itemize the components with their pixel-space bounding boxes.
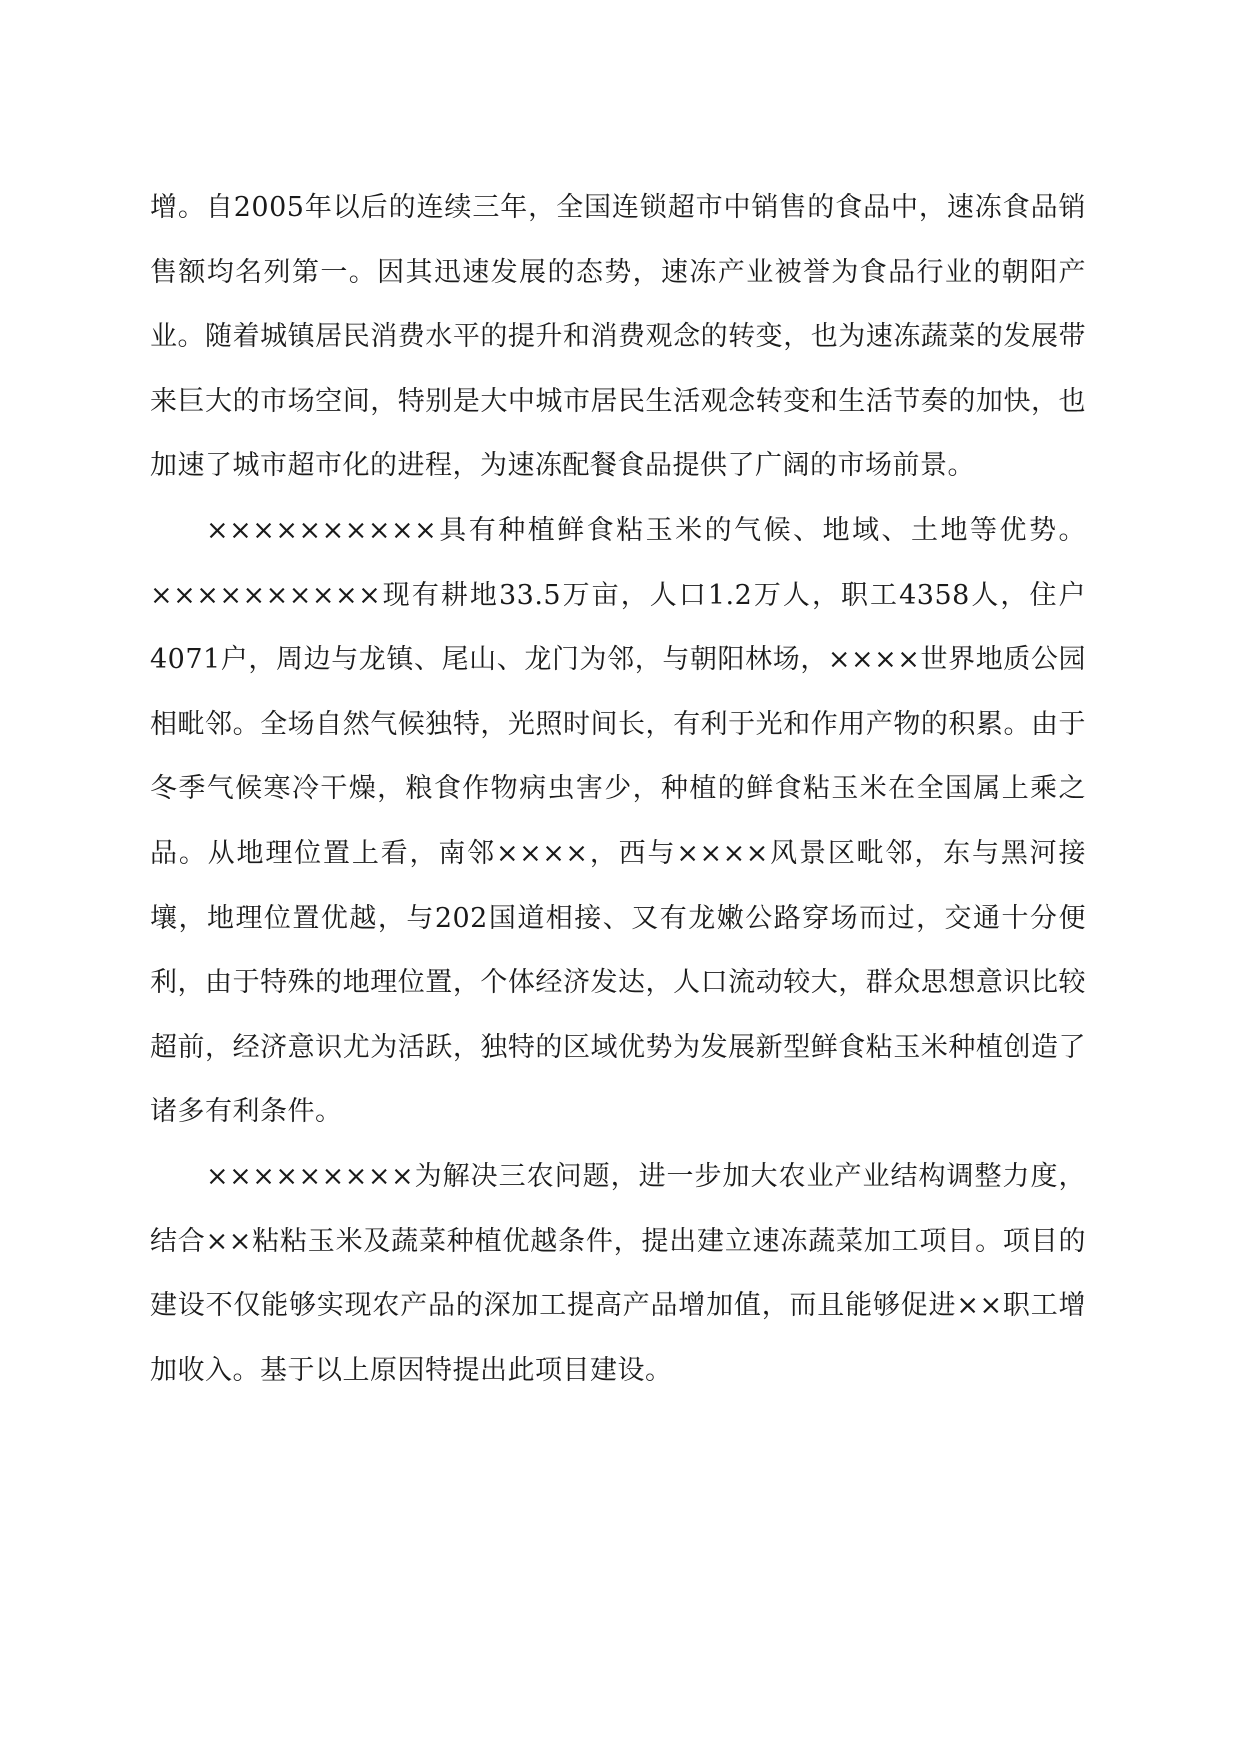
paragraph-3: ×××××××××为解决三农问题，进一步加大农业产业结构调整力度，结合××粘粘玉米及蔬菜种植优越条件，提出建立速冻蔬菜加工项目。项目的建设不仅能够实现农产品的深加工提高产品增加值，而且能够促进××职工增加收入。基于以上原因特提出此项目建设。	[150, 1160, 1086, 1386]
paragraph-1: 增。自2005年以后的连续三年，全国连锁超市中销售的食品中，速冻食品销售额均名列第一。因其迅速发展的态势，速冻产业被誉为食品行业的朝阳产业。随着城镇居民消费水平的提升和消费观念的转变，也为速冻蔬菜的发展带来巨大的市场空间，特别是大中城市居民生活观念转变和生活节奏的加快，也加速了城市超市化的进程，为速冻配餐食品提供了广阔的市场前景。	[150, 192, 1086, 482]
paragraph-2: ××××××××××具有种植鲜食粘玉米的气候、地域、土地等优势。××××××××××现有耕地33.5万亩，人口1.2万人，职工4358人，住户4071户，周边与龙镇、尾山、龙门为邻，与朝阳林场，××××世界地质公园相毗邻。全场自然气候独特，光照时间长，有利于光和作用产物的积累。由于冬季气候寒冷干燥，粮食作物病虫害少，种植的鲜食粘玉米在全国属上乘之品。从地理位置上看，南邻××××，西与××××风景区毗邻，东与黑河接壤，地理位置优越，与202国道相接、又有龙嫩公路穿场而过，交通十分便利，由于特殊的地理位置，个体经济发达，人口流动较大，群众思想意识比较超前，经济意识尤为活跃，独特的区域优势为发展新型鲜食粘玉米种植创造了诸多有利条件。	[150, 514, 1086, 1128]
document-page	[150, 176, 1086, 1403]
